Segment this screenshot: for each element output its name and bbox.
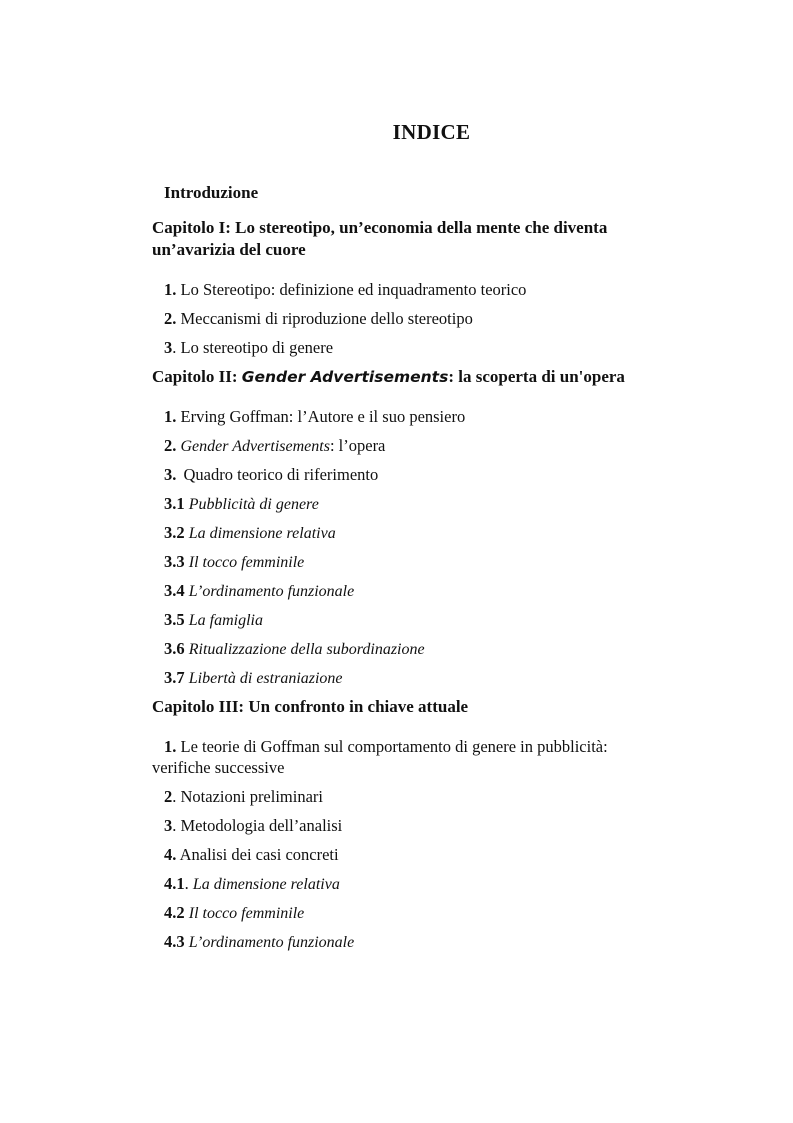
- entry-text: Lo Stereotipo: definizione ed inquadramento teorico: [180, 280, 527, 299]
- entry-number: 3.1: [164, 494, 185, 513]
- toc-subentry: [152, 869, 692, 898]
- entry-text: Ritualizzazione della subordinazione: [188, 641, 425, 658]
- entry-number: 3.3: [164, 552, 185, 571]
- toc-subentry: [152, 663, 692, 692]
- toc-entry: [152, 782, 692, 811]
- chapter-1-heading: [152, 217, 692, 261]
- toc-subentry: [152, 518, 692, 547]
- entry-number: 3.4: [164, 581, 185, 600]
- toc-entry: [152, 732, 692, 782]
- entry-text: Notazioni preliminari: [180, 787, 323, 806]
- toc-subentry: [152, 605, 692, 634]
- entry-text: La dimensione relativa: [192, 876, 340, 893]
- entry-text: L’ordinamento funzionale: [188, 583, 355, 600]
- entry-number: 2.: [164, 436, 177, 455]
- entry-separator: .: [172, 787, 177, 806]
- toc-subentry: [152, 898, 692, 927]
- toc-entry: [152, 275, 692, 304]
- entry-number: 4.2: [164, 903, 185, 922]
- entry-number: 2: [164, 787, 173, 806]
- chapter-1-heading-line1: Capitolo I: Lo stereotipo, un’economia della mente che diventa: [152, 218, 608, 237]
- entry-text-line1: Le teorie di Goffman sul comportamento di genere in pubblicità:: [180, 737, 608, 756]
- entry-number: 3.: [164, 465, 177, 484]
- entry-number: 3.5: [164, 610, 185, 629]
- entry-text: Analisi dei casi concreti: [179, 845, 339, 864]
- entry-text: Metodologia dell’analisi: [180, 816, 343, 835]
- entry-italic-text: Gender Advertisements: [180, 438, 330, 455]
- entry-text: Erving Goffman: l’Autore e il suo pensiero: [180, 407, 466, 426]
- toc-entry: [152, 304, 692, 333]
- entry-number: 1.: [164, 407, 177, 426]
- entry-number: 4.3: [164, 932, 185, 951]
- chapter-1-heading-line2: un’avarizia del cuore: [152, 240, 306, 259]
- entry-text: Il tocco femminile: [188, 905, 305, 922]
- entry-number: 3: [164, 816, 173, 835]
- toc-entry: [152, 811, 692, 840]
- entry-number: 4.: [164, 845, 177, 864]
- toc-entry: [152, 840, 692, 869]
- toc-entry: [152, 460, 692, 489]
- entry-number: 2.: [164, 309, 177, 328]
- entry-number: 4.1: [164, 874, 185, 893]
- entry-separator: .: [184, 874, 189, 893]
- page-title: INDICE: [392, 120, 471, 144]
- toc-subentry: [152, 634, 692, 663]
- toc-subentry: [152, 547, 692, 576]
- entry-separator: .: [172, 816, 177, 835]
- entry-text: : l’opera: [329, 436, 386, 455]
- toc-entry: [152, 333, 692, 362]
- chapter-3-heading: Capitolo III: Un confronto in chiave attuale: [152, 697, 469, 716]
- entry-number: 3.2: [164, 523, 185, 542]
- entry-text: Quadro teorico di riferimento: [183, 465, 379, 484]
- toc-introduction: Introduzione: [164, 183, 259, 202]
- entry-text: Meccanismi di riproduzione dello stereotipo: [180, 309, 473, 328]
- entry-text: La famiglia: [188, 612, 263, 629]
- entry-text: La dimensione relativa: [188, 525, 336, 542]
- chapter-2-suffix: : la scoperta di un'opera: [448, 367, 625, 386]
- entry-number: 1.: [164, 737, 177, 756]
- entry-text: Il tocco femminile: [188, 554, 305, 571]
- toc-subentry: [152, 489, 692, 518]
- toc-subentry: [152, 576, 692, 605]
- entry-text: Lo stereotipo di genere: [180, 338, 334, 357]
- entry-number: 1.: [164, 280, 177, 299]
- entry-separator: .: [172, 338, 177, 357]
- entry-number: 3: [164, 338, 173, 357]
- toc-subentry: [152, 927, 692, 956]
- entry-text: Pubblicità di genere: [188, 496, 319, 513]
- entry-number: 3.6: [164, 639, 185, 658]
- entry-text: Libertà di estraniazione: [188, 670, 343, 687]
- chapter-2-heading: [152, 366, 692, 388]
- chapter-2-prefix: Capitolo II:: [152, 367, 242, 386]
- entry-text: L’ordinamento funzionale: [188, 934, 355, 951]
- entry-text-line2: verifiche successive: [152, 758, 285, 777]
- toc-entry: [152, 402, 692, 431]
- entry-number: 3.7: [164, 668, 185, 687]
- table-of-contents: [152, 181, 692, 956]
- toc-entry: [152, 431, 692, 460]
- chapter-2-italic-title: Gender Advertisements: [241, 368, 449, 386]
